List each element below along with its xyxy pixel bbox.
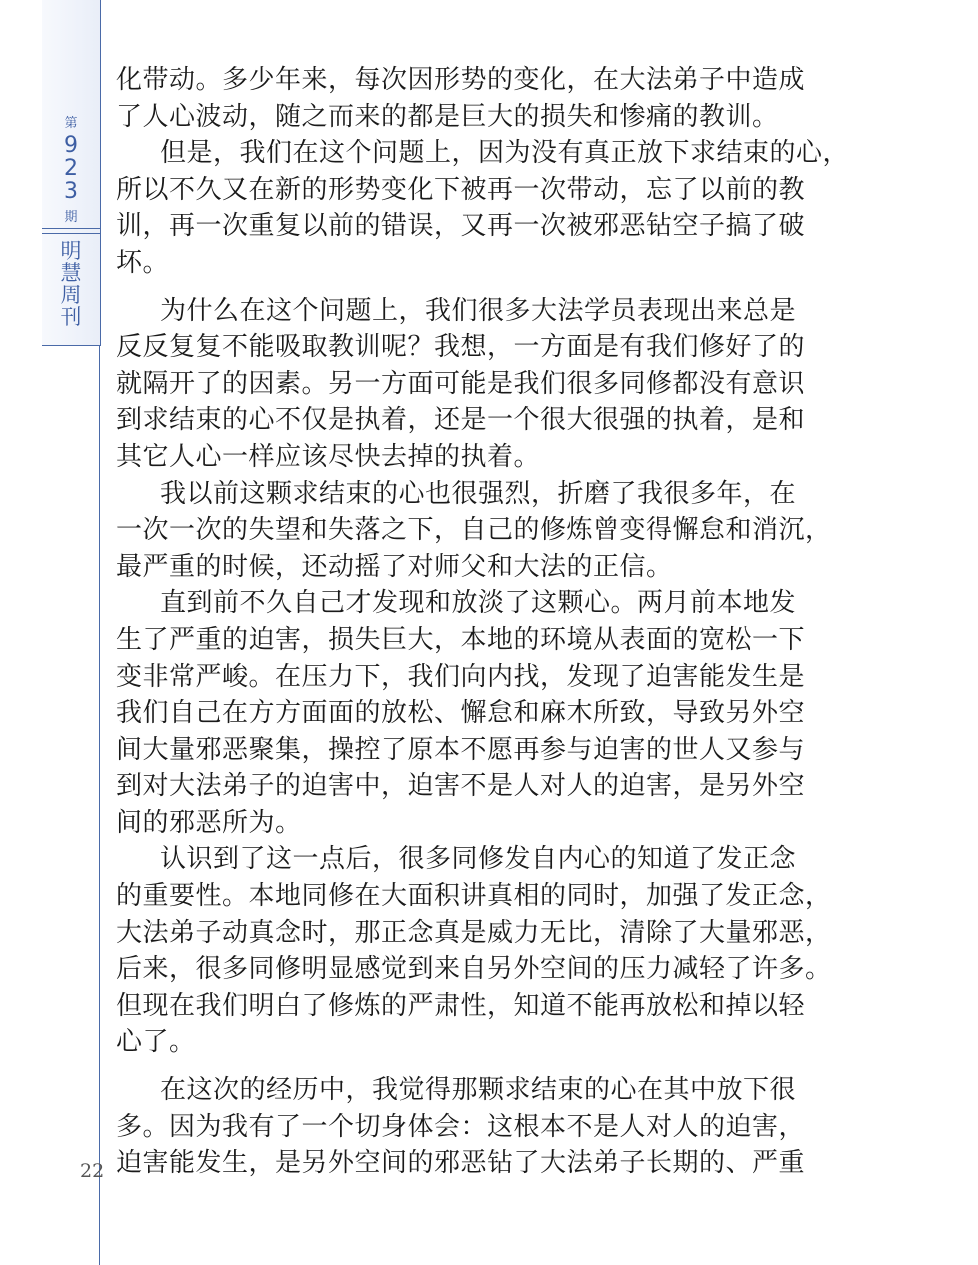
text-line: 到求结束的心不仅是执着，还是一个很大很强的执着，是和 <box>116 405 806 436</box>
text-line: 但现在我们明白了修炼的严肃性，知道不能再放松和掉以轻 <box>116 990 806 1021</box>
magazine-title-char: 周 <box>60 283 82 307</box>
page-number: 22 <box>80 1160 105 1182</box>
text-line: 其它人心一样应该尽快去掉的执着。 <box>116 441 541 472</box>
issue-prefix: 第 <box>64 116 78 131</box>
text-line: 生了严重的迫害，损失巨大，本地的环境从表面的宽松一下 <box>116 624 806 655</box>
paragraph-first-line: 我以前这颗求结束的心也很强烈，折磨了我很多年，在 <box>160 478 797 509</box>
text-line: 训，再一次重复以前的错误，又再一次被邪恶钻空子搞了破 <box>116 211 806 242</box>
sidebar-divider <box>42 228 100 229</box>
text-line: 到对大法弟子的迫害中，迫害不是人对人的迫害，是另外空 <box>116 771 806 802</box>
text-line: 间大量邪恶聚集，操控了原本不愿再参与迫害的世人又参与 <box>116 734 806 765</box>
paragraph-first-line: 认识到了这一点后，很多同修发自内心的知道了发正念 <box>160 844 797 875</box>
text-line: 迫害能发生，是另外空间的邪恶钻了大法弟子长期的、严重 <box>116 1148 806 1179</box>
text-line: 了人心波动，随之而来的都是巨大的损失和惨痛的教训。 <box>116 101 779 132</box>
sidebar-divider <box>42 233 100 234</box>
text-line: 的重要性。本地同修在大面积讲真相的同时，加强了发正念， <box>116 881 832 912</box>
text-line: 反反复复不能吸取教训呢？我想，一方面是有我们修好了的 <box>116 332 806 363</box>
issue-digit: 2 <box>64 156 78 181</box>
text-line: 一次一次的失望和失落之下，自己的修炼曾变得懈怠和消沉， <box>116 515 832 546</box>
issue-digit: 3 <box>64 179 78 204</box>
text-line: 最严重的时候，还动摇了对师父和大法的正信。 <box>116 551 673 582</box>
paragraph-first-line: 直到前不久自己才发现和放淡了这颗心。两月前本地发 <box>160 588 797 619</box>
paragraph-first-line: 但是，我们在这个问题上，因为没有真正放下求结束的心， <box>160 138 850 169</box>
text-line: 间的邪恶所为。 <box>116 807 302 838</box>
text-line: 多。因为我有了一个切身体会：这根本不是人对人的迫害， <box>116 1111 806 1142</box>
text-line: 心了。 <box>116 1027 196 1058</box>
text-line: 化带动。多少年来，每次因形势的变化，在大法弟子中造成 <box>116 65 806 95</box>
issue-suffix: 期 <box>64 210 78 225</box>
text-line: 我们自己在方方面面的放松、懈怠和麻木所致，导致另外空 <box>116 698 806 729</box>
paragraph-first-line: 在这次的经历中，我觉得那颗求结束的心在其中放下很 <box>160 1075 797 1106</box>
text-line: 变非常严峻。在压力下，我们向内找，发现了迫害能发生是 <box>116 661 806 692</box>
issue-digit: 9 <box>64 133 78 158</box>
text-line: 所以不久又在新的形势变化下被再一次带动，忘了以前的教 <box>116 174 806 205</box>
article-body <box>116 62 864 1182</box>
magazine-title-char: 刊 <box>60 305 82 329</box>
magazine-title-char: 明 <box>60 239 82 263</box>
magazine-title-char: 慧 <box>60 261 82 285</box>
text-line: 坏。 <box>116 247 170 278</box>
sidebar-bottom-rule <box>42 345 100 346</box>
paragraph-first-line: 为什么在这个问题上，我们很多大法学员表现出来总是 <box>160 295 797 326</box>
text-line: 大法弟子动真念时，那正念真是威力无比，清除了大量邪恶， <box>116 917 832 948</box>
magazine-title <box>42 240 100 328</box>
text-line: 后来，很多同修明显感觉到来自另外空间的压力减轻了许多。 <box>116 954 832 985</box>
text-line: 就隔开了的因素。另一方面可能是我们很多同修都没有意识 <box>116 368 806 399</box>
